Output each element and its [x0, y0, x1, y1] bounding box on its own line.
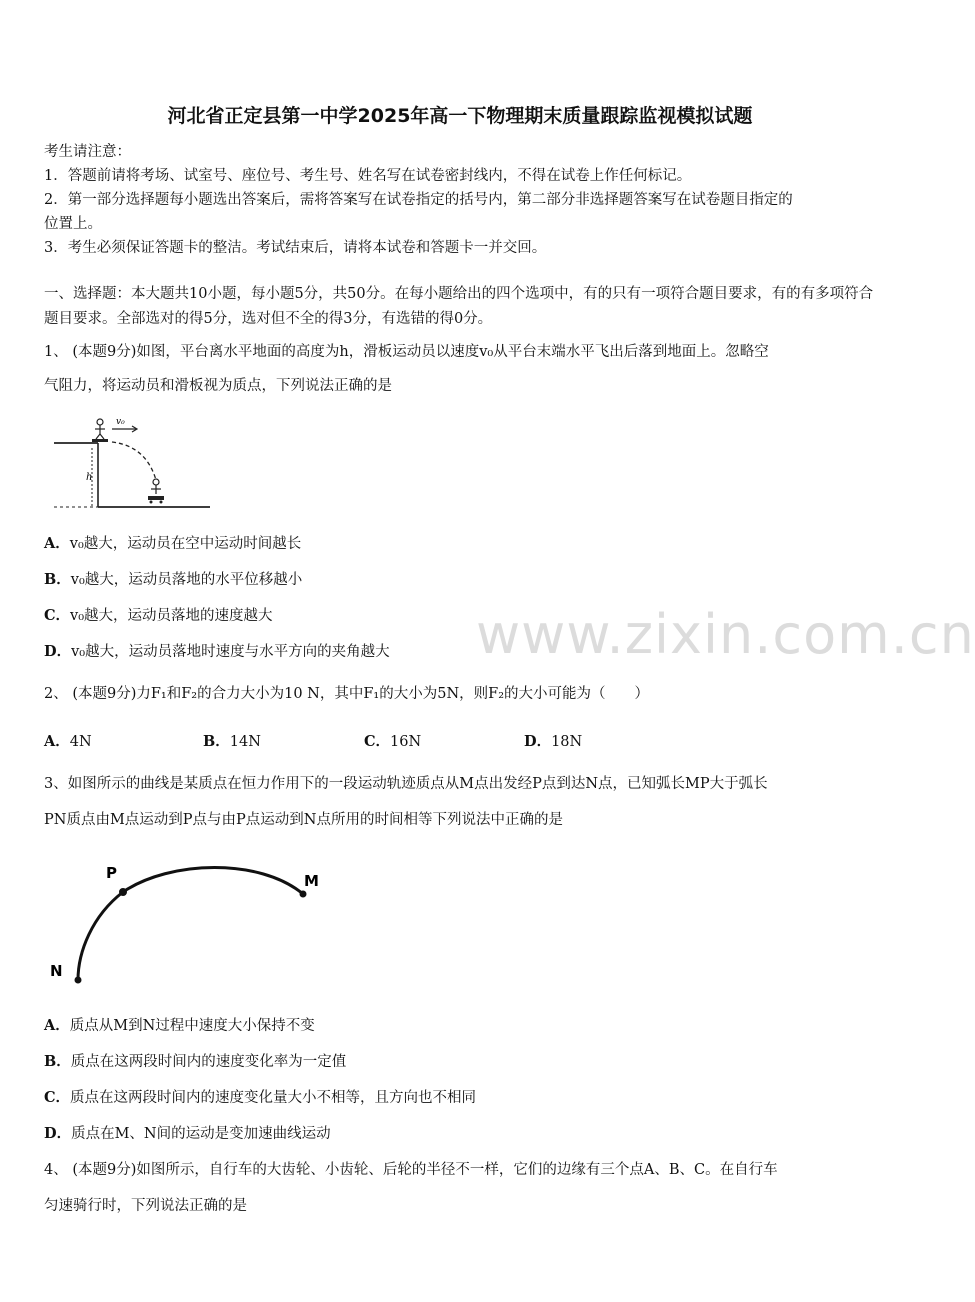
point-n-label: N — [50, 962, 63, 980]
option-label: B． — [44, 1053, 71, 1070]
trajectory-diagram — [40, 850, 340, 995]
option-text: 16N — [390, 734, 422, 750]
question-2-option-d — [524, 730, 582, 751]
option-label: C． — [364, 733, 391, 750]
notice-item: 2．第一部分选择题每小题选出答案后，需将答案写在试卷指定的括号内，第二部分非选择题答案写在试卷题目指定的 — [44, 192, 793, 208]
platform-jump-diagram — [50, 412, 215, 514]
point-p-label: P — [106, 864, 117, 882]
page-title: 河北省正定县第一中学2025年高一下物理期末质量跟踪监视模拟试题 — [167, 105, 753, 127]
option-text: 质点在M、N间的运动是变加速曲线运动 — [71, 1126, 331, 1142]
question-4-stem: 4、 (本题9分)如图所示，自行车的大齿轮、小齿轮、后轮的半径不一样，它们的边缘有三个点A、B、C。在自行车 — [44, 1162, 778, 1178]
height-label: h — [86, 472, 93, 483]
question-3-option-d — [44, 1122, 331, 1143]
option-label: B． — [44, 571, 71, 588]
question-3-option-a — [44, 1014, 315, 1035]
option-text: 18N — [551, 734, 583, 750]
question-1-stem: 气阻力，将运动员和滑板视为质点，下列说法正确的是 — [44, 378, 392, 394]
question-1-option-b — [44, 568, 302, 589]
option-label: A． — [44, 733, 70, 750]
question-3-stem: 3、如图所示的曲线是某质点在恒力作用下的一段运动轨迹质点从M点出发经P点到达N点，已知弧长MP大于弧长 — [44, 776, 768, 792]
section-heading: 一、选择题：本大题共10小题，每小题5分，共50分。在每小题给出的四个选项中，有的只有一项符合题目要求，有的有多项符合题目要求。全部选对的得5分，选对但不全的得3分，有选错的得0分。 — [44, 286, 874, 327]
option-label: C． — [44, 1089, 71, 1106]
option-label: D． — [44, 643, 72, 660]
question-2-option-b — [203, 730, 261, 751]
option-label: D． — [524, 733, 552, 750]
option-text: v₀越大，运动员落地时速度与水平方向的夹角越大 — [71, 644, 390, 660]
option-text: 质点在这两段时间内的速度变化量大小不相等，且方向也不相同 — [70, 1090, 477, 1106]
option-text: 4N — [69, 734, 92, 750]
option-text: 质点在这两段时间内的速度变化率为一定值 — [70, 1054, 347, 1070]
question-1-option-a — [44, 532, 301, 553]
point-m-label: M — [304, 872, 319, 890]
notice-item: 1．答题前请将考场、试室号、座位号、考生号、姓名写在试卷密封线内，不得在试卷上作任何标记。 — [44, 168, 692, 184]
option-label: D． — [44, 1125, 72, 1142]
option-text: 质点从M到N过程中速度大小保持不变 — [69, 1018, 315, 1034]
option-text: v₀越大，运动员在空中运动时间越长 — [69, 536, 302, 552]
option-text: v₀越大，运动员落地的水平位移越小 — [70, 572, 303, 588]
watermark: www.zixin.com.cn — [476, 603, 975, 666]
option-text: 14N — [229, 734, 261, 750]
question-4-stem: 匀速骑行时，下列说法正确的是 — [44, 1198, 247, 1214]
question-3-stem: PN质点由M点运动到P点与由P点运动到N点所用的时间相等下列说法中正确的是 — [44, 812, 563, 828]
question-2-stem: 2、 (本题9分)力F₁和F₂的合力大小为10 N，其中F₁的大小为5N，则F₂的大小可能为（ ） — [44, 686, 650, 702]
option-label: B． — [203, 733, 230, 750]
question-1-stem: 1、 (本题9分)如图，平台离水平地面的高度为h，滑板运动员以速度v₀从平台末端水平飞出后落到地面上。忽略空 — [44, 344, 769, 360]
question-1-option-c — [44, 604, 273, 625]
question-1-option-d — [44, 640, 390, 661]
notice-item: 3．考生必须保证答题卡的整洁。考试结束后，请将本试卷和答题卡一并交回。 — [44, 240, 547, 256]
question-3-option-c — [44, 1086, 476, 1107]
question-2-option-a — [44, 730, 92, 751]
notice-heading: 考生请注意： — [44, 144, 131, 160]
question-2-option-c — [364, 730, 421, 751]
option-label: A． — [44, 1017, 70, 1034]
velocity-label: v₀ — [116, 417, 125, 427]
option-label: C． — [44, 607, 71, 624]
option-label: A． — [44, 535, 70, 552]
option-text: v₀越大，运动员落地的速度越大 — [70, 608, 273, 624]
question-3-option-b — [44, 1050, 346, 1071]
notice-item: 位置上。 — [44, 216, 102, 232]
